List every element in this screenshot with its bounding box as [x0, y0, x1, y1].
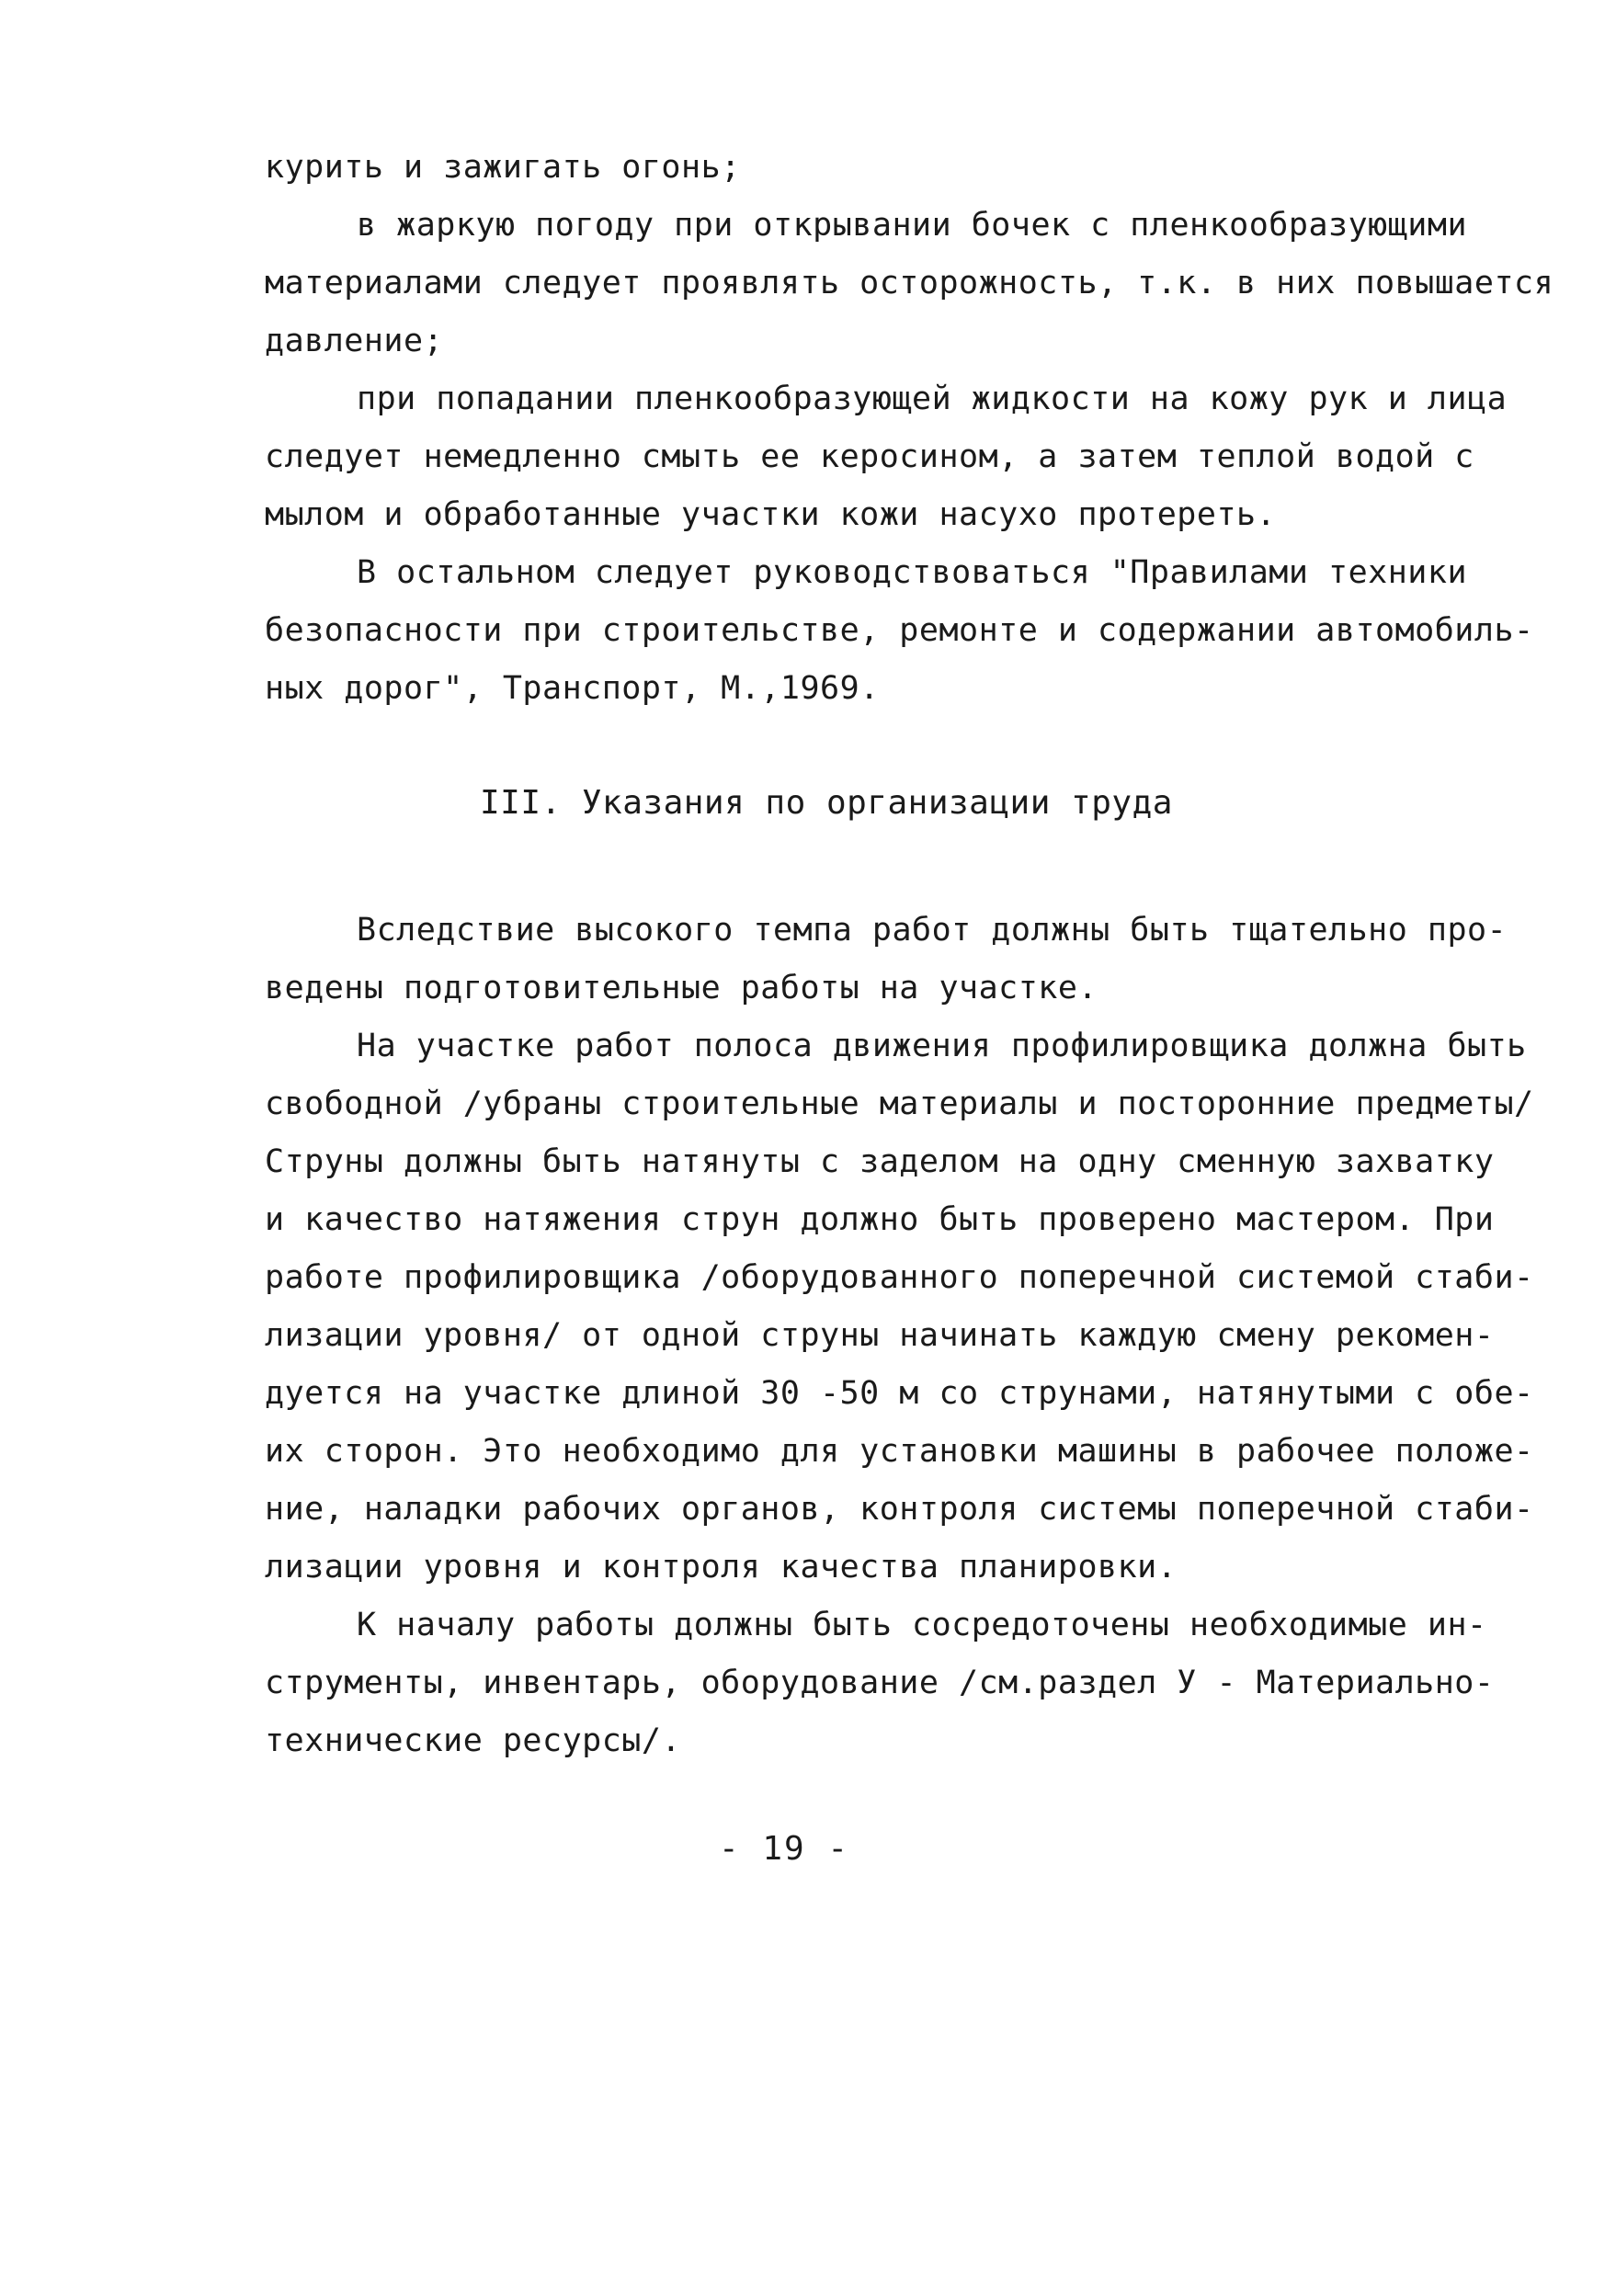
text-line: безопасности при строительстве, ремонте и содержании автомобиль- [265, 612, 1534, 649]
text-line: К началу работы должны быть сосредоточены необходимые ин- [357, 1607, 1487, 1643]
text-line: мылом и обработанные участки кожи насухо протереть. [265, 496, 1277, 533]
text-line: свободной /убраны строительные материалы и посторонние предметы/ [265, 1085, 1534, 1122]
text-line: при попадании пленкообразующей жидкости на кожу рук и лица [357, 381, 1508, 417]
text-line: их сторон. Это необходимо для установки машины в рабочее положе- [265, 1433, 1534, 1470]
text-line: лизации уровня и контроля качества планировки. [265, 1549, 1178, 1586]
text-line: курить и зажигать огонь; [265, 149, 741, 186]
text-line: работе профилировщика /оборудованного поперечной системой стаби- [265, 1259, 1534, 1296]
text-line: дуется на участке длиной 30 -50 м со струнами, натянутыми с обе- [265, 1375, 1534, 1412]
text-line: ных дорог", Транспорт, М.,1969. [265, 670, 880, 707]
text-line: В остальном следует руководствоваться "Правилами техники [357, 554, 1468, 591]
text-line: ведены подготовительные работы на участке. [265, 970, 1098, 1006]
text-line: давление; [265, 323, 444, 359]
text-line: в жаркую погоду при открывании бочек с пленкообразующими [357, 207, 1468, 244]
text-line: лизации уровня/ от одной струны начинать каждую смену рекомен- [265, 1317, 1495, 1354]
text-line: Вследствие высокого темпа работ должны быть тщательно про- [357, 912, 1508, 949]
page-number: - 19 - [719, 1830, 850, 1868]
text-line: струменты, инвентарь, оборудование /см.раздел У - Материально- [265, 1665, 1495, 1701]
section-heading: III. Указания по организации труда [480, 784, 1173, 822]
text-line: следует немедленно смыть ее керосином, а затем теплой водой с [265, 438, 1474, 475]
text-line: технические ресурсы/. [265, 1722, 682, 1759]
text-line: Струны должны быть натянуты с заделом на одну сменную захватку [265, 1143, 1495, 1180]
text-line: ние, наладки рабочих органов, контроля системы поперечной стаби- [265, 1491, 1534, 1528]
text-line: материалами следует проявлять осторожность, т.к. в них повышается [265, 265, 1554, 301]
text-line: На участке работ полоса движения профилировщика должна быть [357, 1028, 1527, 1064]
text-line: и качество натяжения струн должно быть проверено мастером. При [265, 1201, 1495, 1238]
